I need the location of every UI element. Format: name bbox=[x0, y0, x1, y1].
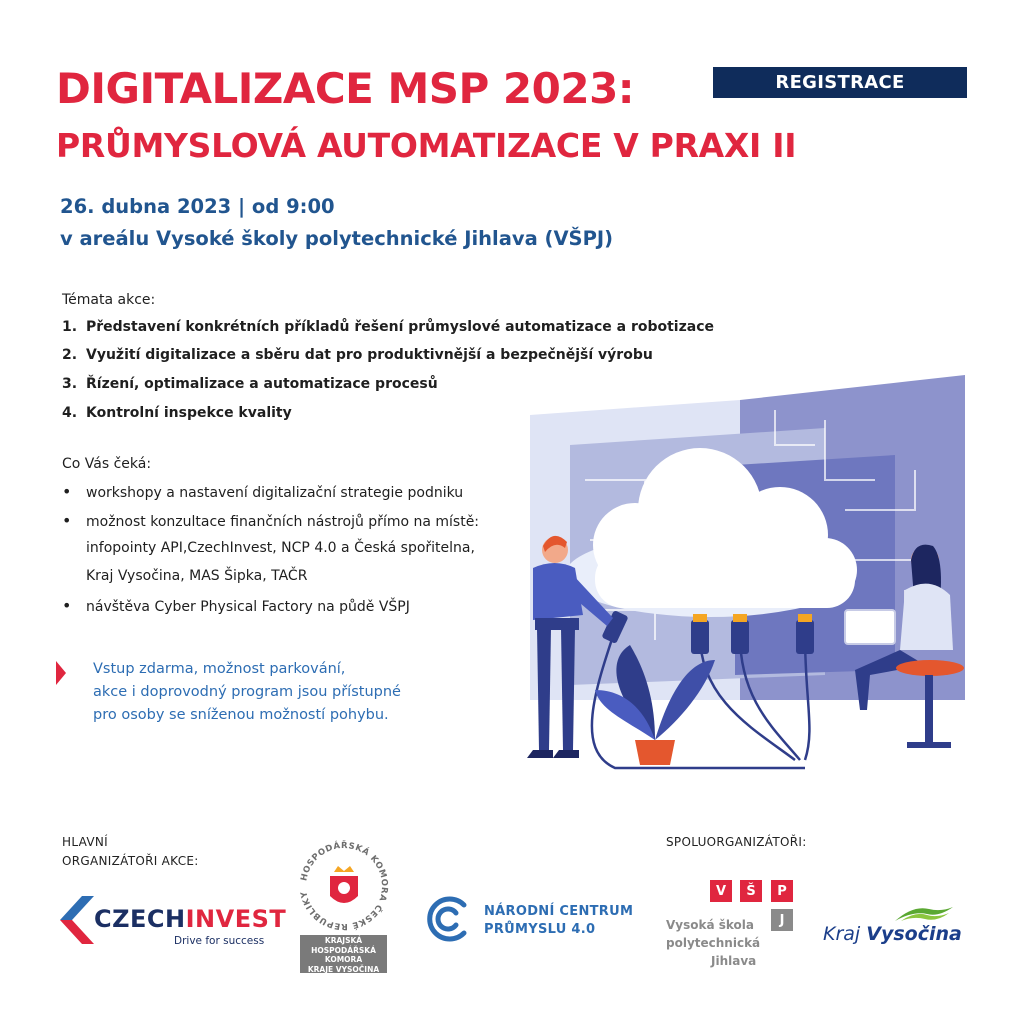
topic-text: Využití digitalizace a sběru dat pro produktivnější a bezpečnější výrobu bbox=[86, 347, 653, 363]
ncp-logo-icon bbox=[424, 895, 472, 943]
topic-item bbox=[62, 376, 438, 392]
vspj-letter: P bbox=[771, 880, 793, 902]
event-title-line2: PRŮMYSLOVÁ AUTOMATIZACE V PRAXI II bbox=[56, 126, 797, 165]
event-date-time: 26. dubna 2023 | od 9:00 bbox=[60, 195, 335, 218]
vspj-letter: V bbox=[710, 880, 732, 902]
kraj-vysocina-logo bbox=[823, 923, 962, 945]
event-title-line1: DIGITALIZACE MSP 2023: bbox=[56, 64, 635, 113]
topic-item bbox=[62, 347, 653, 363]
bullet-icon: • bbox=[62, 596, 72, 615]
notice-line: pro osoby se sníženou možností pohybu. bbox=[93, 707, 389, 723]
czechinvest-logo-icon bbox=[60, 896, 94, 944]
czechinvest-tagline: Drive for success bbox=[174, 935, 265, 947]
offer-item bbox=[62, 596, 410, 615]
czechinvest-name-part2: INVEST bbox=[185, 905, 287, 933]
kraj-swoosh-icon bbox=[893, 903, 955, 923]
topic-number: 3. bbox=[62, 376, 78, 392]
notice-line: akce i doprovodný program jsou přístupné bbox=[93, 684, 401, 700]
vspj-name-line: polytechnická bbox=[666, 936, 761, 950]
chamber-name-box bbox=[300, 935, 387, 973]
ncp-name-line: PRŮMYSLU 4.0 bbox=[484, 922, 596, 937]
main-organizers-label: ORGANIZÁTOŘI AKCE: bbox=[62, 854, 199, 868]
topic-item bbox=[62, 319, 714, 335]
offer-heading: Co Vás čeká: bbox=[62, 456, 152, 472]
chamber-seal-ring-text: HOSPODÁŘSKÁ KOMORA ČESKÉ REPUBLIKY bbox=[299, 840, 390, 932]
bullet-icon: • bbox=[62, 511, 72, 530]
topic-text: Řízení, optimalizace a automatizace procesů bbox=[86, 376, 438, 392]
czechinvest-logo bbox=[94, 905, 286, 933]
topic-number: 2. bbox=[62, 347, 78, 363]
notice-line: Vstup zdarma, možnost parkování, bbox=[93, 661, 346, 677]
bullet-icon: • bbox=[62, 482, 72, 501]
register-button[interactable]: REGISTRACE bbox=[713, 67, 967, 98]
czechinvest-name-part1: CZECH bbox=[94, 905, 186, 933]
ncp-name-line: NÁRODNÍ CENTRUM bbox=[484, 904, 634, 919]
topic-text: Představení konkrétních příkladů řešení průmyslové automatizace a robotizace bbox=[86, 319, 714, 335]
vspj-letter: J bbox=[771, 909, 793, 931]
offer-text: workshopy a nastavení digitalizační strategie podniku bbox=[86, 485, 464, 501]
kraj-name-part2: Vysočina bbox=[866, 923, 962, 945]
vspj-name-line: Jihlava bbox=[711, 954, 757, 968]
offer-text: možnost konzultace finančních nástrojů přímo na místě: bbox=[86, 514, 480, 530]
kraj-name-part1: Kraj bbox=[823, 923, 861, 945]
main-organizers-label: HLAVNÍ bbox=[62, 835, 108, 849]
vspj-letter: Š bbox=[740, 880, 762, 902]
topic-text: Kontrolní inspekce kvality bbox=[86, 405, 292, 421]
offer-continuation: infopointy API,CzechInvest, NCP 4.0 a Česká spořitelna, bbox=[86, 540, 475, 556]
triangle-arrow-icon bbox=[56, 661, 66, 685]
topics-heading: Témata akce: bbox=[62, 292, 156, 308]
chamber-line: KRAJE VYSOČINA bbox=[307, 964, 380, 974]
topic-number: 1. bbox=[62, 319, 78, 335]
offer-item bbox=[62, 511, 479, 530]
topic-item bbox=[62, 405, 292, 421]
event-venue: v areálu Vysoké školy polytechnické Jihlava (VŠPJ) bbox=[60, 227, 614, 250]
vspj-name-line: Vysoká škola bbox=[666, 918, 755, 932]
offer-item bbox=[62, 482, 463, 501]
offer-text: návštěva Cyber Physical Factory na půdě VŠPJ bbox=[86, 599, 410, 615]
chamber-seal-icon bbox=[296, 838, 392, 934]
chamber-line: HOSPODÁŘSKÁ bbox=[311, 945, 376, 955]
chamber-line: KRAJSKÁ bbox=[324, 936, 363, 945]
topic-number: 4. bbox=[62, 405, 78, 421]
chamber-line: KOMORA bbox=[324, 955, 363, 964]
offer-continuation: Kraj Vysočina, MAS Šipka, TAČR bbox=[86, 568, 308, 584]
co-organizers-label: SPOLUORGANIZÁTOŘI: bbox=[666, 835, 807, 849]
cloud-automation-illustration bbox=[495, 370, 975, 780]
